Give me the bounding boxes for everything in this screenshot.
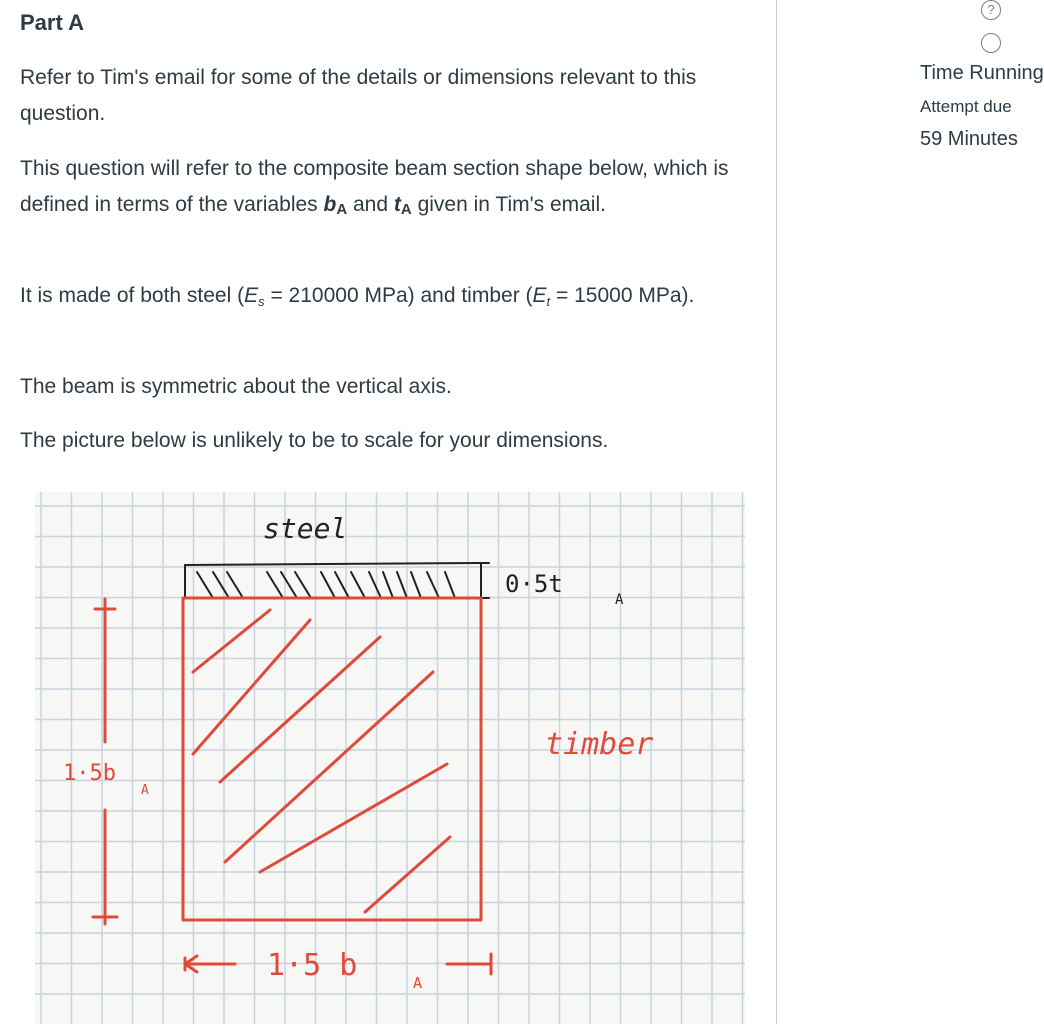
- label-height-sub: A: [141, 783, 149, 798]
- time-remaining-value: 59 Minutes: [920, 128, 1018, 150]
- question-paragraph-4: The beam is symmetric about the vertical axis.: [20, 375, 452, 398]
- label-steel: steel: [263, 512, 348, 545]
- question-paragraph-2: This question will refer to the composite beam section shape below, which is defined in terms of the variables bA and tA given in Tim's email.: [20, 157, 729, 218]
- timer-toggle-icon[interactable]: [981, 33, 1001, 53]
- beam-section-diagram: [35, 492, 745, 1024]
- attempt-due-label: Attempt due: [920, 97, 1012, 116]
- quiz-sidebar: [777, 0, 1015, 1024]
- part-title: Part A: [20, 10, 84, 35]
- time-running-label: Time Running: [920, 62, 1044, 84]
- question-paragraph-3: It is made of both steel ($E_s = 210000$ MPa) and timber ($E_t = 15000$ MPa).: [20, 284, 695, 309]
- question-paragraph-5: The picture below is unlikely to be to scale for your dimensions.: [20, 429, 609, 452]
- beam-section-figure: [35, 492, 745, 1024]
- label-width-sub: A: [413, 974, 423, 992]
- label-height: 1·5b: [63, 761, 116, 786]
- label-thickness: 0·5t: [505, 570, 563, 598]
- label-width: 1·5 b: [267, 948, 358, 983]
- help-icon[interactable]: ?: [981, 0, 1001, 20]
- label-timber: timber: [545, 727, 654, 762]
- question-paragraph-1: Refer to Tim's email for some of the details or dimensions relevant to this question.: [20, 66, 697, 125]
- label-thickness-sub: A: [615, 592, 624, 608]
